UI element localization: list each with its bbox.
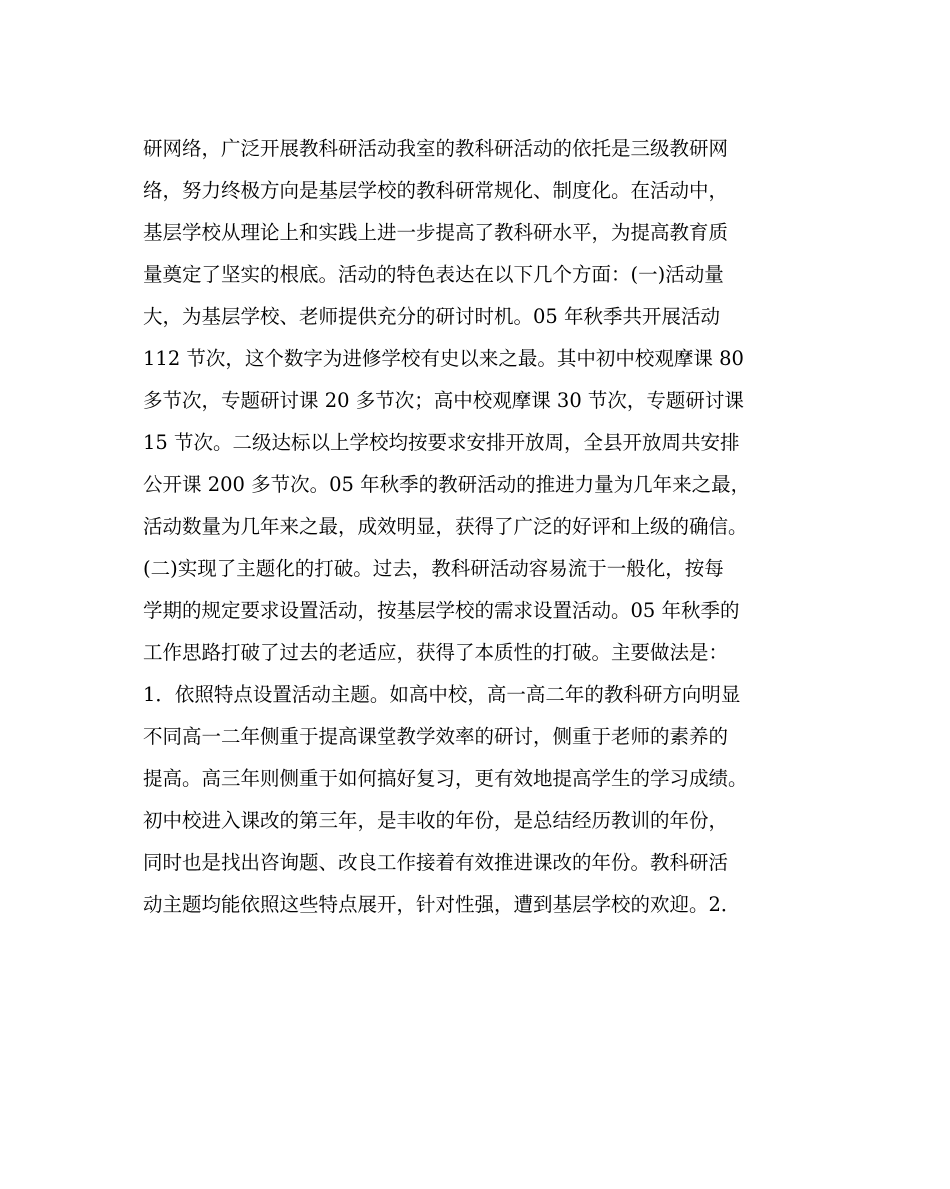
text-line: 动主题均能依照这些特点展开，针对性强，遭到基层学校的欢迎。2． <box>143 893 741 916</box>
text-line: 提高。高三年则侧重于如何搞好复习，更有效地提高学生的学习成绩。 <box>143 767 748 790</box>
text-line: 不同高一二年侧重于提高课堂教学效率的研讨，侧重于老师的素养的 <box>143 725 729 748</box>
text-line: (二)实现了主题化的打破。过去，教科研活动容易流于一般化，按每 <box>143 557 724 580</box>
text-line: 1．依照特点设置活动主题。如高中校，高一高二年的教科研方向明显 <box>143 683 741 706</box>
body-text <box>143 128 823 926</box>
text-line: 同时也是找出咨询题、改良工作接着有效推进课改的年份。教科研活 <box>143 851 729 874</box>
text-line: 络，努力终极方向是基层学校的教科研常规化、制度化。在活动中， <box>143 179 729 202</box>
text-line: 公开课 200 多节次。05 年秋季的教研活动的推进力量为几年来之最， <box>143 473 751 496</box>
text-line: 15 节次。二级达标以上学校均按要求安排开放周，全县开放周共安排 <box>143 431 740 454</box>
text-line: 研网络，广泛开展教科研活动我室的教科研活动的依托是三级教研网 <box>143 137 729 160</box>
text-line: 初中校进入课改的第三年，是丰收的年份，是总结经历教训的年份， <box>143 809 729 832</box>
text-line: 大，为基层学校、老师提供充分的研讨时机。05 年秋季共开展活动 <box>143 305 721 328</box>
text-line: 活动数量为几年来之最，成效明显，获得了广泛的好评和上级的确信。 <box>143 515 748 538</box>
text-line: 量奠定了坚实的根底。活动的特色表达在以下几个方面：(一)活动量 <box>143 263 724 286</box>
text-line: 学期的规定要求设置活动，按基层学校的需求设置活动。05 年秋季的 <box>143 599 740 622</box>
text-line: 多节次，专题研讨课 20 多节次；高中校观摩课 30 节次，专题研讨课 <box>143 389 744 412</box>
text-line: 工作思路打破了过去的老适应，获得了本质性的打破。主要做法是： <box>143 641 729 664</box>
text-line: 基层学校从理论上和实践上进一步提高了教科研水平，为提高教育质 <box>143 221 729 244</box>
text-line: 112 节次，这个数字为进修学校有史以来之最。其中初中校观摩课 80 <box>143 347 744 370</box>
